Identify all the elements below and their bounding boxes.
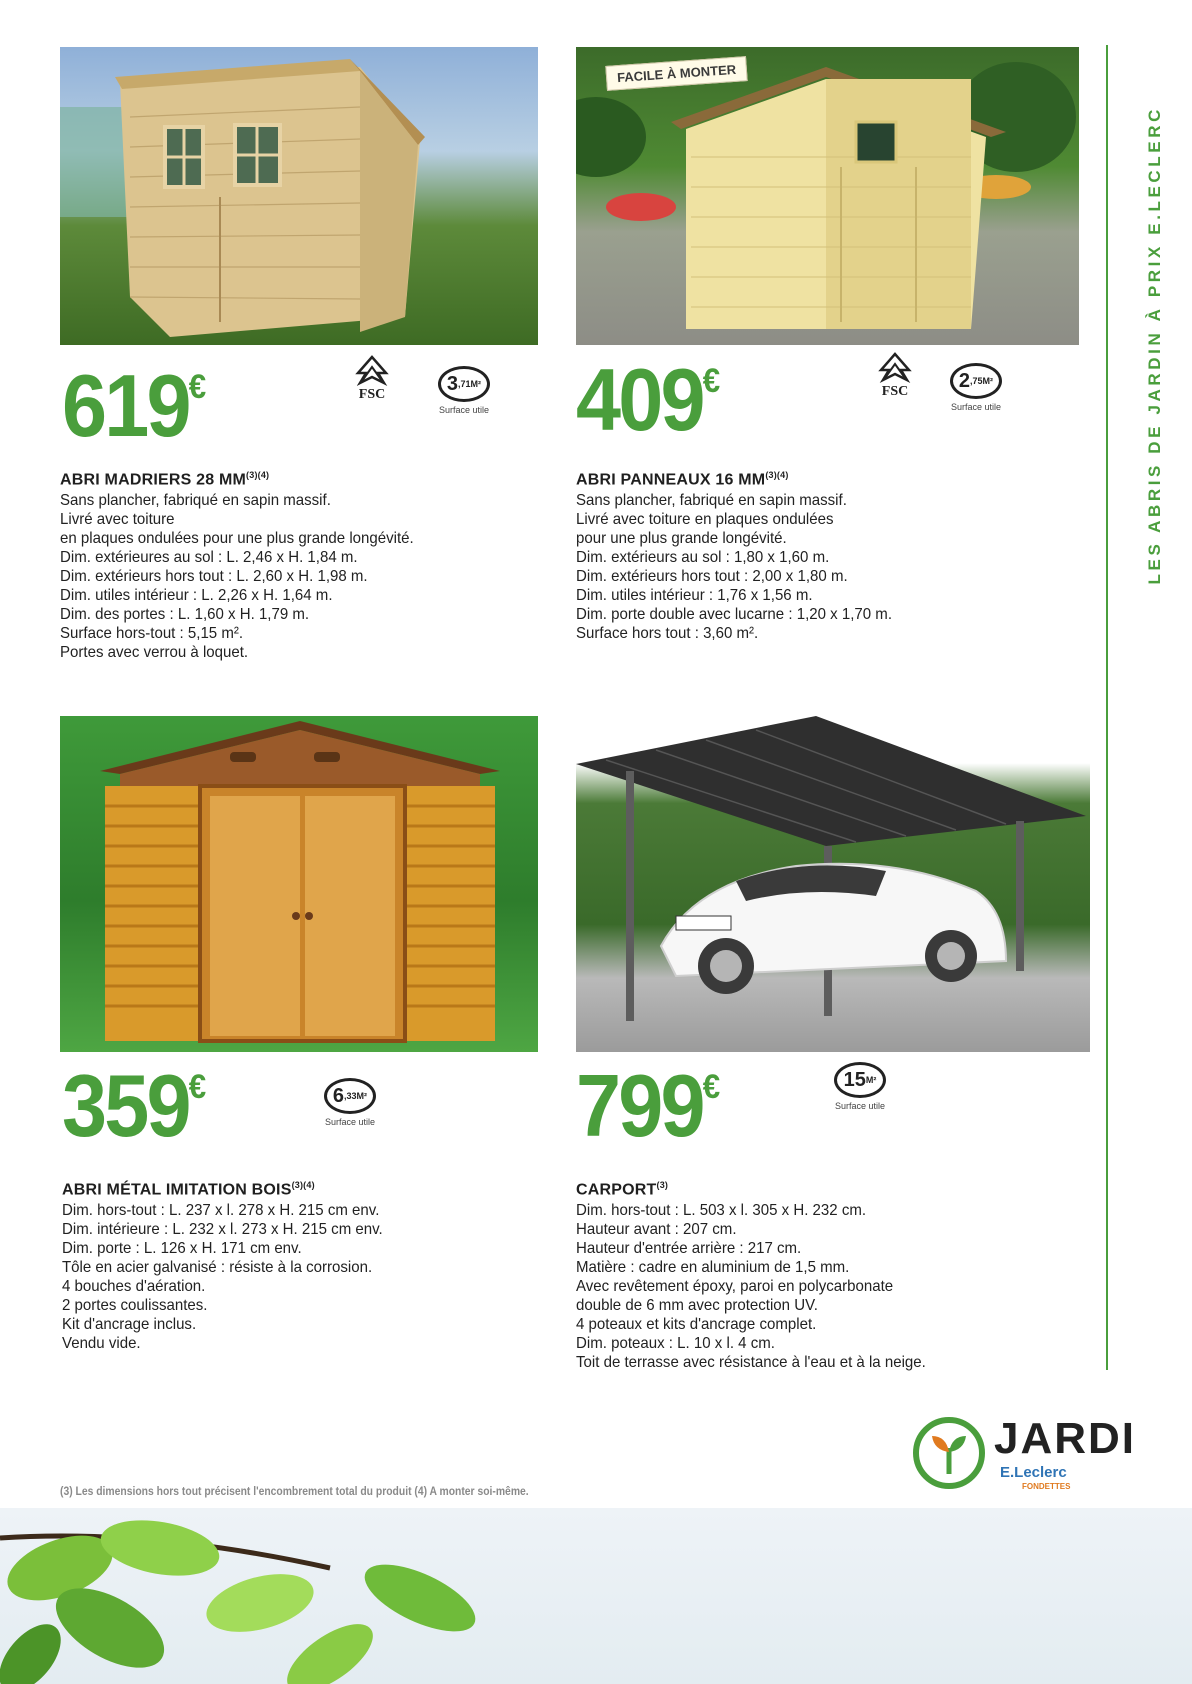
spec-line: Kit d'ancrage inclus. (62, 1316, 197, 1334)
spec-line: Dim. extérieures au sol : L. 2,46 x H. 1,84 m. (60, 549, 358, 567)
spec-line: Sans plancher, fabriqué en sapin massif. (576, 492, 847, 510)
spec-line: Vendu vide. (62, 1335, 141, 1353)
price-abri-metal: 359€ (62, 1056, 207, 1155)
photo-carport (576, 716, 1090, 1052)
spec-line: Dim. utiles intérieur : L. 2,26 x H. 1,64 m. (60, 587, 333, 605)
spec-line: Dim. extérieurs hors tout : L. 2,60 x H. 1,98 m. (60, 568, 368, 586)
product-abri-metal (62, 1180, 542, 1353)
surface-badge-madriers: 3 ,71M² Surface utile (426, 366, 502, 415)
surface-badge-panneaux: 2 ,75M² Surface utile (938, 363, 1014, 412)
product-abri-panneaux (576, 470, 1056, 643)
logo-brand: JARDI (994, 1414, 1137, 1463)
spec-line: Dim. porte double avec lucarne : 1,20 x 1,70 m. (576, 606, 893, 624)
spec-line: Surface hors tout : 3,60 m². (576, 625, 759, 643)
price-abri-panneaux: 409€ (576, 350, 721, 449)
spec-line: Dim. extérieurs hors tout : 2,00 x 1,80 m. (576, 568, 848, 586)
logo-store: FONDETTES (1022, 1482, 1071, 1491)
product-title: ABRI PANNEAUX 16 $MM^{(3)(4)}$ (576, 470, 789, 489)
product-specs (60, 491, 540, 662)
spec-line: Livré avec toiture (60, 511, 175, 529)
spec-line: Hauteur avant : 207 cm. (576, 1221, 737, 1239)
jardi-leclerc-logo (912, 1414, 1172, 1498)
footnote: (3) Les dimensions hors tout précisent l'encombrement total du produit (4) A monter soi-même. (60, 1486, 529, 1498)
spec-line: Tôle en acier galvanisé : résiste à la corrosion. (62, 1259, 373, 1277)
spec-line: Matière : cadre en aluminium de 1,5 mm. (576, 1259, 850, 1277)
logo-sub: E.Leclerc (1000, 1464, 1067, 1481)
fsc-tree-icon (875, 352, 915, 386)
product-specs (576, 491, 1056, 643)
spec-line: double de 6 mm avec protection UV. (576, 1297, 818, 1315)
fsc-badge-panneaux: FSC (868, 352, 922, 400)
spec-line: Sans plancher, fabriqué en sapin massif. (60, 492, 331, 510)
shed-metal-illustration (60, 716, 538, 1052)
spec-line: Hauteur d'entrée arrière : 217 cm. (576, 1240, 802, 1258)
product-title: ABRI MADRIERS 28 $MM^{(3)(4)}$ (60, 470, 270, 489)
product-abri-madriers (60, 470, 540, 662)
product-carport (576, 1180, 1096, 1372)
spec-line: Dim. hors-tout : L. 237 x l. 278 x H. 215 cm env. (62, 1202, 380, 1220)
spec-line: Dim. porte : L. 126 x H. 171 cm env. (62, 1240, 302, 1258)
shed-madriers-illustration (60, 47, 538, 345)
spec-line: Surface hors-tout : 5,15 m². (60, 625, 244, 643)
side-divider (1106, 45, 1108, 1370)
spec-line: Dim. poteaux : L. 10 x l. 4 cm. (576, 1335, 775, 1353)
shed-panneaux-illustration (576, 47, 1079, 345)
spec-line: Avec revêtement époxy, paroi en polycarbonate (576, 1278, 894, 1296)
photo-abri-madriers (60, 47, 538, 345)
spec-line: Dim. intérieure : L. 232 x l. 273 x H. 215 cm env. (62, 1221, 383, 1239)
spec-line: en plaques ondulées pour une plus grande longévité. (60, 530, 414, 548)
spec-line: Livré avec toiture en plaques ondulées (576, 511, 834, 529)
surface-badge-metal: 6 ,33M² Surface utile (312, 1078, 388, 1127)
spec-line: Dim. utiles intérieur : 1,76 x 1,56 m. (576, 587, 813, 605)
carport-illustration (576, 716, 1090, 1052)
spec-line: Dim. hors-tout : L. 503 x l. 305 x H. 232 cm. (576, 1202, 867, 1220)
surface-badge-carport: 15 M² Surface utile (822, 1062, 898, 1111)
photo-abri-panneaux (576, 47, 1079, 345)
spec-line: 2 portes coulissantes. (62, 1297, 208, 1315)
side-banner: LES ABRIS DE JARDIN À PRIX E.LECLERC (1145, 105, 1164, 585)
spec-line: 4 bouches d'aération. (62, 1278, 206, 1296)
jardi-leaf-icon (912, 1416, 986, 1490)
fsc-badge-madriers: FSC (345, 355, 399, 403)
photo-abri-metal (60, 716, 538, 1052)
spec-line: Toit de terrasse avec résistance à l'eau et à la neige. (576, 1354, 926, 1372)
product-title: CARPORT$^{(3)}$ (576, 1180, 669, 1199)
product-specs (62, 1201, 542, 1353)
leaves-illustration (0, 1508, 1192, 1684)
spec-line: Dim. des portes : L. 1,60 x H. 1,79 m. (60, 606, 310, 624)
product-title: ABRI MÉTAL IMITATION $BOIS^{(3)(4)}$ (62, 1180, 315, 1199)
price-carport: 799€ (576, 1056, 721, 1155)
spec-line: Portes avec verrou à loquet. (60, 644, 249, 662)
facile-a-monter-badge: FACILE À MONTER (605, 56, 748, 91)
spec-line: pour une plus grande longévité. (576, 530, 787, 548)
price-abri-madriers: 619€ (62, 356, 207, 455)
spec-line: 4 poteaux et kits d'ancrage complet. (576, 1316, 817, 1334)
leaves-decoration (0, 1508, 1192, 1684)
fsc-tree-icon (352, 355, 392, 389)
product-specs (576, 1201, 1096, 1372)
spec-line: Dim. extérieurs au sol : 1,80 x 1,60 m. (576, 549, 830, 567)
